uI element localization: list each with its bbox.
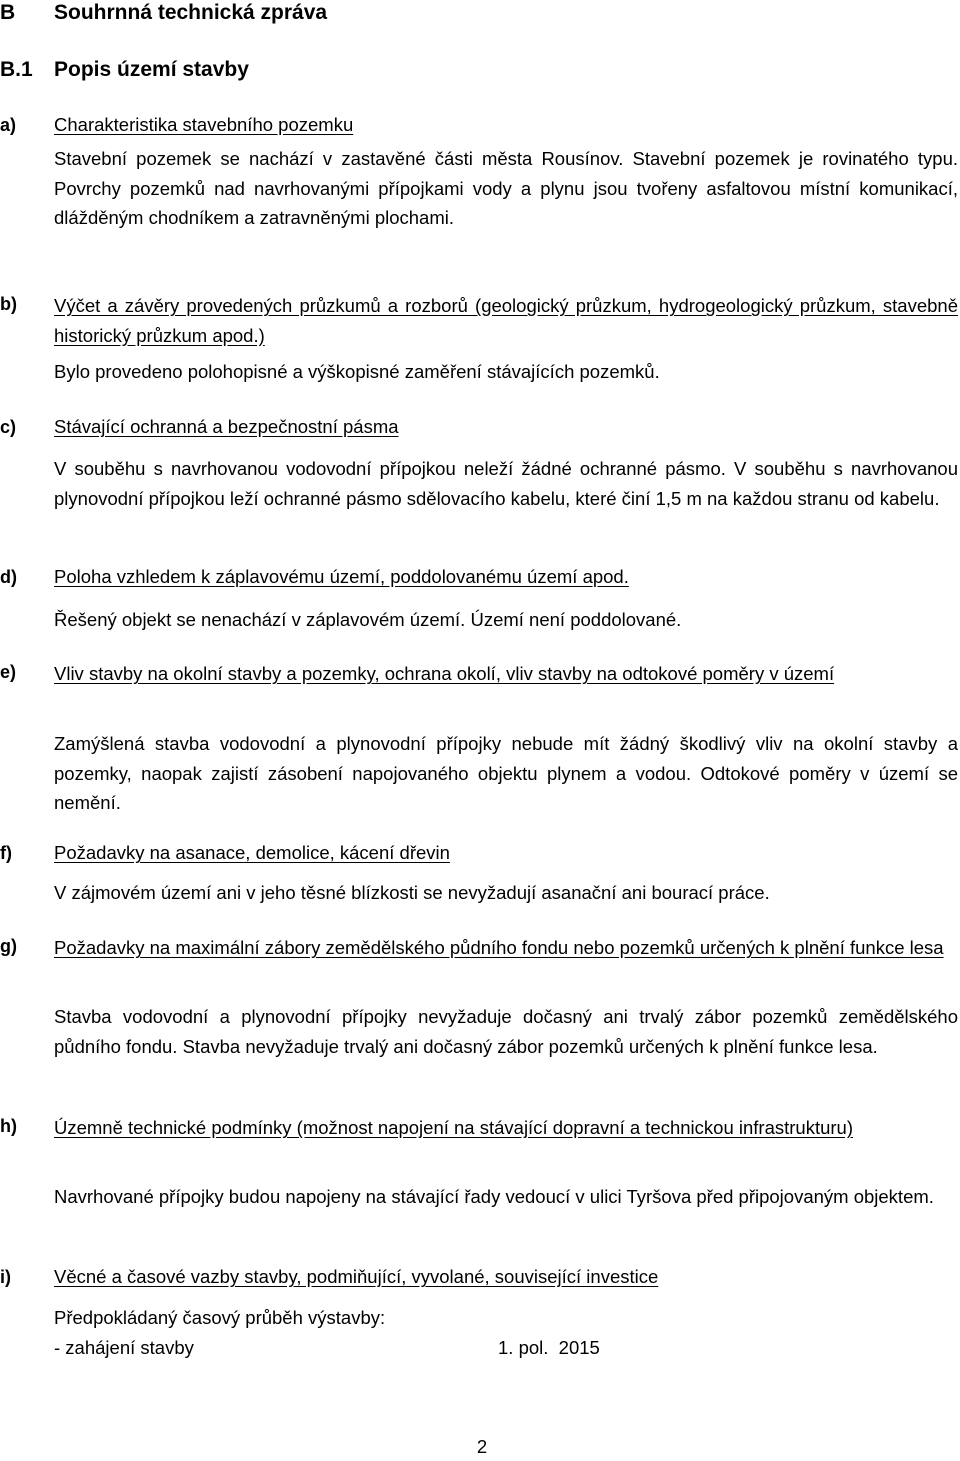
item-g-heading: Požadavky na maximální zábory zemědělského půdního fondu nebo pozemků určených k plnění funkce lesa xyxy=(54,937,944,958)
item-f-letter: f) xyxy=(0,843,12,863)
item-i-intro: Předpokládaný časový průběh výstavby: xyxy=(54,1307,386,1328)
item-b-letter: b) xyxy=(0,294,17,314)
item-g-body: Stavba vodovodní a plynovodní přípojky nevyžaduje dočasný ani trvalý zábor pozemků zemědělského půdního fondu. Stavba nevyžaduje trvalý ani dočasný zábor pozemků určených k plnění funkce lesa. xyxy=(54,1006,958,1057)
item-c-letter: c) xyxy=(0,417,17,437)
item-b-heading: Výčet a závěry provedených průzkumů a rozborů (geologický průzkum, hydrogeologický průzkum, stavebně historický průzkum apod.) xyxy=(54,295,958,346)
section-title: Popis území stavby xyxy=(54,58,249,81)
item-e-heading: Vliv stavby na okolní stavby a pozemky, ochrana okolí, vliv stavby na odtokové poměry v území xyxy=(54,663,835,684)
schedule-value: 1. pol. 2015 xyxy=(498,1337,600,1358)
item-c-body: V souběhu s navrhovanou vodovodní přípojkou neleží žádné ochranné pásmo. V souběhu s navrhovanou plynovodní přípojkou leží ochranné pásmo sdělovacího kabelu, které činí 1,5 m na každou stranu od kabelu. xyxy=(54,458,958,509)
item-b-body: Bylo provedeno polohopisné a výškopisné zaměření stávajících pozemků. xyxy=(54,361,660,382)
chapter-letter: B xyxy=(0,1,16,24)
schedule-label: - zahájení stavby xyxy=(54,1337,194,1358)
item-h-body: Navrhované přípojky budou napojeny na stávající řady vedoucí v ulici Tyršova před připojovaným objektem. xyxy=(54,1186,934,1207)
item-e-body: Zamýšlená stavba vodovodní a plynovodní přípojky nebude mít žádný škodlivý vliv na okolní stavby a pozemky, naopak zajistí zásobení napojovaného objektu plynem a vodou. Odtokové poměry v území se nemění. xyxy=(54,733,958,813)
item-a-body: Stavební pozemek se nachází v zastavěné části města Rousínov. Stavební pozemek je rovinatého typu. Povrchy pozemků nad navrhovanými přípojkami vody a plynu jsou tvořeny asfaltovou místní komunikací, dlážděným chodníkem a zatravněnými plochami. xyxy=(54,148,958,228)
item-e-letter: e) xyxy=(0,662,17,682)
chapter-title: Souhrnná technická zpráva xyxy=(54,1,328,24)
item-f-heading: Požadavky na asanace, demolice, kácení dřevin xyxy=(54,842,450,863)
item-d-body: Řešený objekt se nenachází v záplavovém území. Území není poddolované. xyxy=(54,609,682,630)
page-number: 2 xyxy=(476,1436,488,1457)
item-d-heading: Poloha vzhledem k záplavovému území, poddolovanému území apod. xyxy=(54,566,629,587)
item-a-heading: Charakteristika stavebního pozemku xyxy=(54,114,354,135)
item-i-letter: i) xyxy=(0,1267,11,1287)
item-g-letter: g) xyxy=(0,936,17,956)
item-d-letter: d) xyxy=(0,567,17,587)
item-h-heading: Územně technické podmínky (možnost napojení na stávající dopravní a technickou infrastrukturu) xyxy=(54,1117,853,1138)
item-c-heading: Stávající ochranná a bezpečnostní pásma xyxy=(54,416,399,437)
item-f-body: V zájmovém území ani v jeho těsné blízkosti se nevyžadují asanační ani bourací práce. xyxy=(54,882,770,903)
item-a-letter: a) xyxy=(0,115,17,135)
section-number: B.1 xyxy=(0,58,33,81)
item-h-letter: h) xyxy=(0,1116,17,1136)
item-i-heading: Věcné a časové vazby stavby, podmiňující, vyvolané, související investice xyxy=(54,1266,659,1287)
